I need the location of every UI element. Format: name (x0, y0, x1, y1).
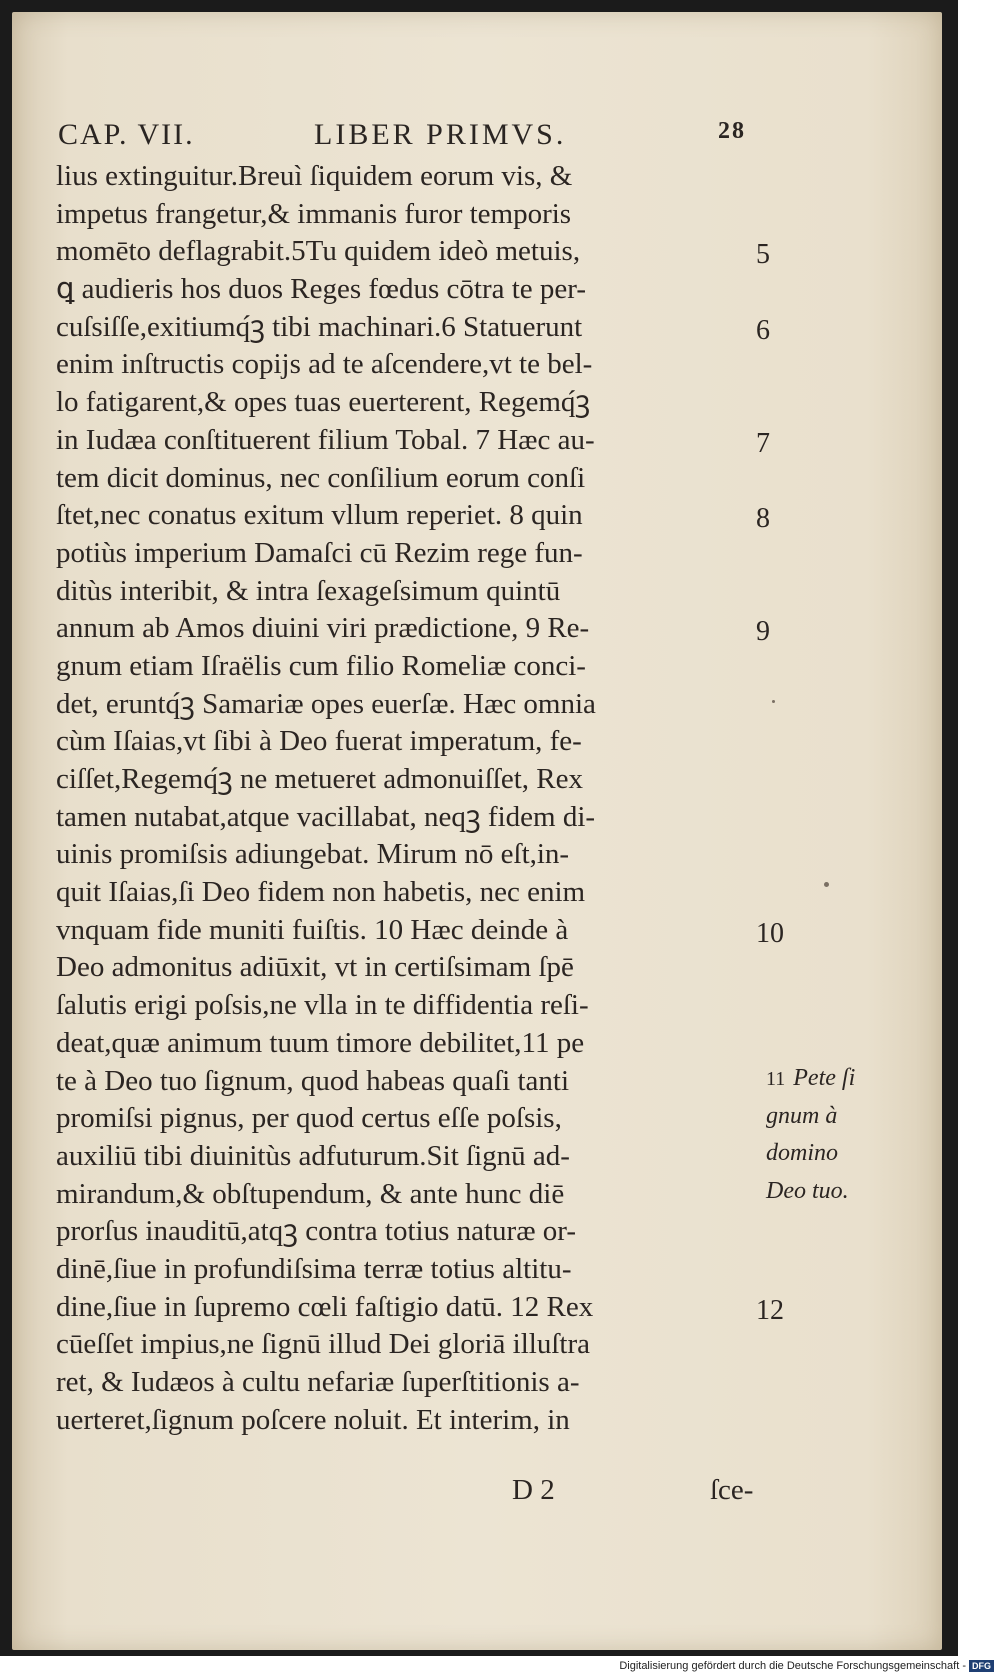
text-line: ret, & Iudæos à cultu nefariæ ſuperſtitionis a- (56, 1366, 580, 1398)
text-line: uerteret,ſignum poſcere noluit. Et interim, in (56, 1403, 570, 1436)
ink-speck (824, 882, 829, 887)
text-line: gnum etiam Iſraëlis cum filio Romeliæ conci- (56, 649, 586, 682)
text-line: mirandum,& obſtupendum, & ante hunc diē (56, 1177, 565, 1210)
running-header (58, 118, 748, 158)
text-line: auxiliū tibi diuinitùs adfuturum.Sit ſignū ad- (56, 1139, 570, 1172)
text-line: ciſſet,Regemq́ꝫ ne metueret admonuiſſet, Rex (56, 763, 583, 795)
text-line: quit Iſaias,ſi Deo fidem non habetis, nec enim (56, 876, 586, 909)
text-line: uinis promiſsis adiungebat. Mirum nō eſt,in- (56, 838, 570, 871)
text-line: lius extinguitur.Breuì ſiquidem eorum vis, & (56, 160, 573, 192)
text-line: Deo admonitus adiūxit, vt in certiſsimam ſpē (56, 951, 574, 984)
text-line: det, eruntq́ꝫ Samariæ opes euerſæ. Hæc omnia (56, 687, 596, 720)
text-line: cūeſſet impius,ne ſignū illud Dei gloriā illuſtra (56, 1328, 590, 1361)
margin-note-line: gnum à (766, 1102, 838, 1129)
dfg-logo: DFG (969, 1660, 994, 1672)
catchword: ſce- (710, 1474, 754, 1506)
page-number: 28 (718, 118, 746, 144)
text-line: impetus frangetur,& immanis furor temporis (56, 197, 572, 230)
text-line: lo fatigarent,& opes tuas euerterent, Regemq́ꝫ (56, 386, 591, 419)
text-line: annum ab Amos diuini viri prædictione, 9 Re- (56, 612, 590, 645)
margin-note (766, 1060, 906, 1211)
verse-number: 6 (756, 314, 770, 346)
verse-number: 5 (756, 239, 770, 271)
credit-text: Digitalisierung gefördert durch die Deutsche Forschungsgemeinschaft - (619, 1659, 966, 1672)
text-line: te à Deo tuo ſignum, quod habeas quaſi tanti (56, 1064, 570, 1097)
margin-note-line: domino (766, 1140, 838, 1167)
text-line: in Iudæa conſtituerent filium Tobal. 7 Hæc au- (56, 423, 595, 456)
margin-note-text: Pete ſi (793, 1065, 856, 1091)
margin-note-line: Deo tuo. (766, 1178, 849, 1205)
digitization-credit (619, 1660, 994, 1672)
text-line: ditùs interibit, & intra ſexageſsimum quintū (56, 574, 561, 607)
body-text (56, 158, 756, 1439)
text-line: dine,ſiue in ſupremo cœli faſtigio datū. 12 Rex (56, 1290, 594, 1323)
verse-number: 9 (756, 616, 770, 648)
text-line: cuſsiſſe,exitiumq́ꝫ tibi machinari.6 Statuerunt (56, 310, 583, 343)
text-line: potiùs imperium Damaſci cū Rezim rege fun- (56, 536, 583, 569)
margin-note-line (766, 1060, 906, 1098)
verse-number: 7 (756, 427, 770, 459)
text-line: ſalutis erigi poſsis,ne vlla in te diffidentia reſi- (56, 989, 589, 1022)
text-line: tamen nutabat,atque vacillabat, neqꝫ fidem di- (56, 800, 596, 833)
text-line: cùm Iſaias,vt ſibi à Deo fuerat imperatum, fe- (56, 725, 582, 758)
book-page (12, 12, 942, 1650)
signature-mark: D 2 (512, 1474, 555, 1506)
text-line: enim inſtructis copijs ad te aſcendere,vt te bel- (56, 348, 593, 381)
text-line: tem dicit dominus, nec conſilium eorum conſi (56, 461, 586, 494)
verse-number: 8 (756, 503, 770, 535)
header-title: LIBER PRIMVS. (314, 118, 567, 151)
ink-speck (772, 700, 775, 703)
verse-number: 10 (756, 918, 784, 949)
text-line: promiſsi pignus, per quod certus eſſe poſsis, (56, 1102, 562, 1135)
text-line: momēto deflagrabit.5Tu quidem ideò metuis, (56, 235, 581, 268)
header-chapter: CAP. VII. (58, 118, 195, 151)
text-line: dinē,ſiue in profundiſsima terræ totius altitu- (56, 1252, 572, 1285)
text-line: deat,quæ animum tuum timore debilitet,11 pe (56, 1026, 585, 1059)
verse-number: 12 (756, 1295, 784, 1326)
text-line: ſtet,nec conatus exitum vllum reperiet. 8 quin (56, 499, 583, 532)
text-line: ꝗ audieris hos duos Reges fœdus cōtra te per- (56, 273, 587, 306)
margin-note-number: 11 (766, 1068, 786, 1090)
text-line: vnquam fide muniti fuiſtis. 10 Hæc deinde à (56, 913, 569, 946)
text-line: prorſus inauditū,atqꝫ contra totius naturæ or- (56, 1215, 577, 1248)
